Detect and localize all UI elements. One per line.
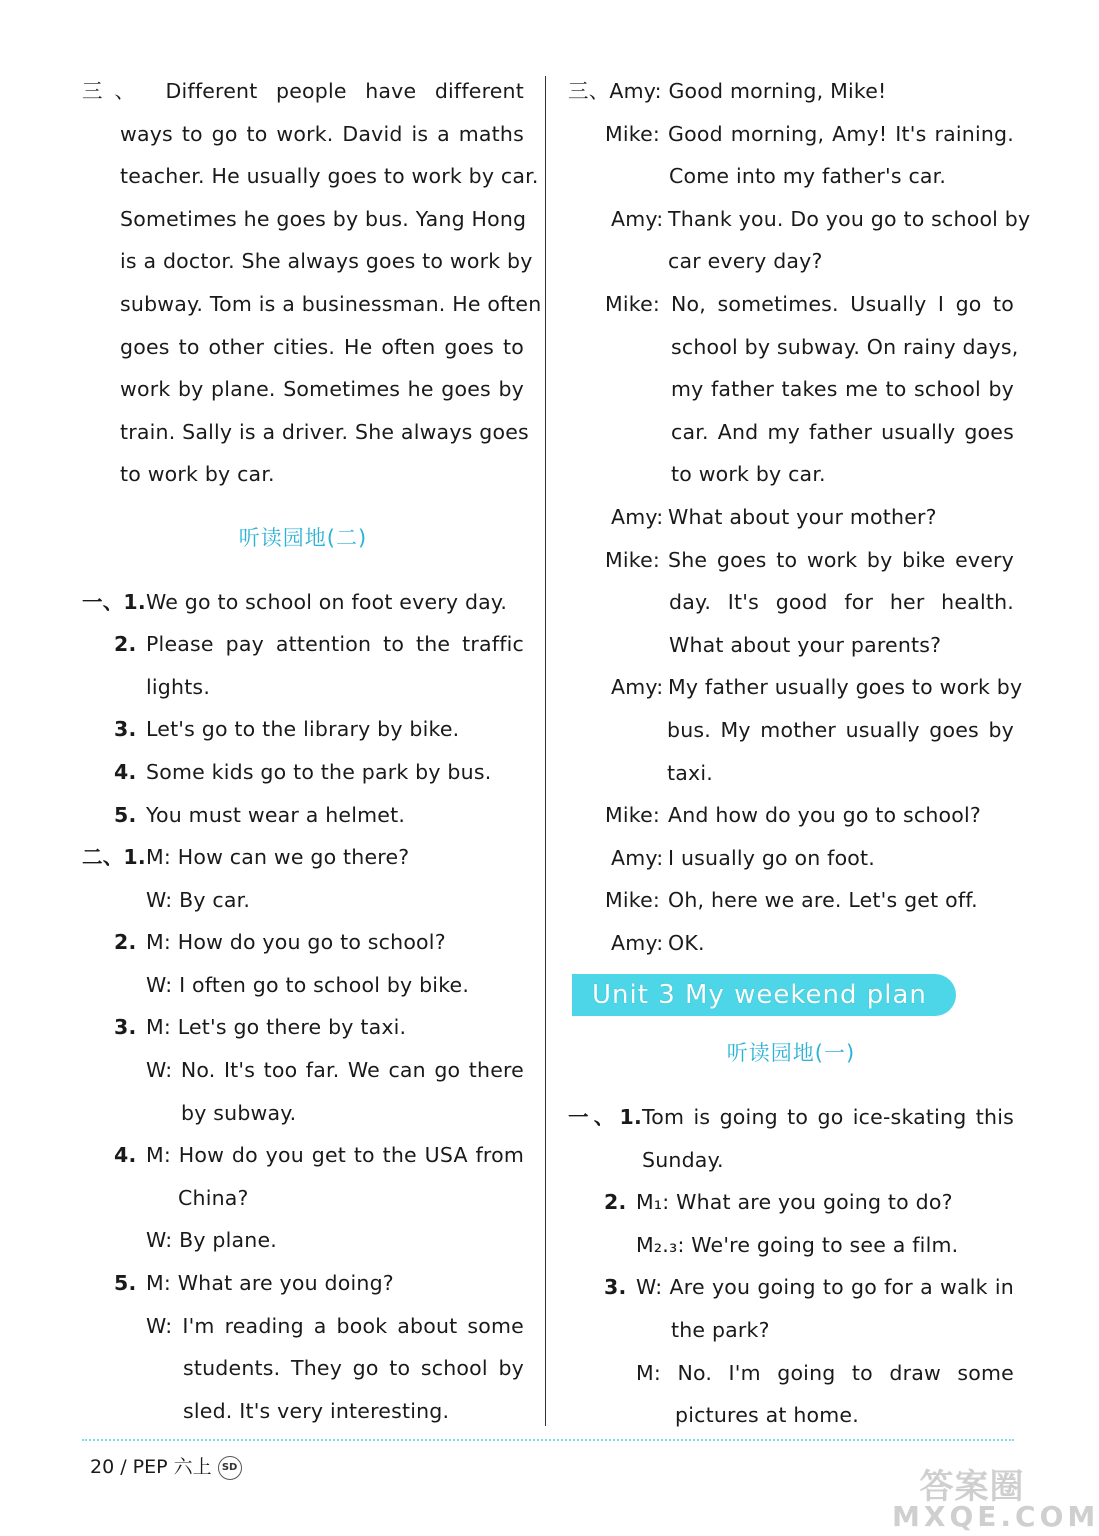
dialogue-line <box>568 155 1014 198</box>
passage-line: 三、 Different people have different <box>82 79 524 103</box>
utterance: Oh, here we are. Let's get off. <box>668 888 978 913</box>
utterance: I usually go on foot. <box>668 845 876 870</box>
utterance: Good morning, Mike! <box>668 79 887 103</box>
passage-line: to work by car. <box>120 462 275 487</box>
passage-line: work by plane. Sometimes he goes by <box>120 377 524 402</box>
dialogue-line <box>568 411 1014 454</box>
utterance: Good morning, Amy! It's raining. <box>668 121 1014 146</box>
list-item <box>568 1266 1014 1309</box>
item-text: Some kids go to the park by bus. <box>146 759 492 784</box>
speaker: Amy: <box>611 504 664 529</box>
dialogue-line <box>568 70 1014 113</box>
item-text: pictures at home. <box>675 1403 859 1428</box>
list-item <box>568 1309 1014 1352</box>
dialogue-line <box>568 837 1014 880</box>
item-number: 3. <box>114 717 137 742</box>
list-item <box>82 751 524 794</box>
item-number: 一、1. <box>568 1105 642 1130</box>
item-text: students. They go to school by <box>183 1356 524 1381</box>
passage-line: goes to other cities. He often goes to <box>120 334 524 359</box>
dialogue-line <box>568 283 1014 326</box>
list-item <box>568 1096 1014 1139</box>
list-item <box>568 1139 1014 1182</box>
item-number: 4. <box>114 1143 137 1168</box>
speaker: Mike: <box>605 803 661 828</box>
item-number: 4. <box>114 759 137 784</box>
item-text: China? <box>178 1185 249 1210</box>
list-item <box>82 708 524 751</box>
item-number: 3. <box>604 1275 627 1300</box>
speaker: Amy: <box>611 206 664 231</box>
list-item <box>82 1006 524 1049</box>
sd-badge-icon: SD <box>218 1456 242 1480</box>
item-text: M: No. I'm going to draw some <box>636 1360 1014 1385</box>
unit-banner: Unit 3 My weekend plan <box>572 974 956 1016</box>
list-item <box>82 879 524 922</box>
list-item <box>82 1347 524 1390</box>
right-column <box>568 70 1031 1437</box>
item-text: W: I'm reading a book about some <box>146 1313 524 1338</box>
item-text: lights. <box>146 674 211 699</box>
watermark <box>892 1467 1099 1533</box>
list-item <box>82 836 524 879</box>
dialogue-line <box>568 794 1014 837</box>
list-item <box>82 666 524 709</box>
utterance: bus. My mother usually goes by <box>667 717 1014 742</box>
list-item <box>568 1181 1014 1224</box>
item-text: sled. It's very interesting. <box>183 1398 450 1423</box>
dialogue-line <box>568 709 1014 752</box>
utterance: taxi. <box>667 760 713 785</box>
item-text: You must wear a helmet. <box>146 802 406 827</box>
utterance: What about your mother? <box>668 504 937 529</box>
dialogue-line <box>568 879 1014 922</box>
item-text: W: By plane. <box>146 1228 277 1253</box>
item-text: W: Are you going to go for a walk in <box>636 1275 1014 1300</box>
utterance: OK. <box>668 930 705 955</box>
passage-line: train. Sally is a driver. She always goes <box>120 419 529 444</box>
speaker: 三、Amy: <box>568 79 662 103</box>
page-footer <box>90 1452 242 1480</box>
speaker: Amy: <box>611 845 664 870</box>
utterance: My father usually goes to work by <box>668 675 1023 700</box>
item-number: 一、1. <box>82 589 146 614</box>
dialogue-line <box>568 581 1014 624</box>
utterance: No, sometimes. Usually I go to <box>671 291 1014 316</box>
passage-line: subway. Tom is a businessman. He often <box>120 291 542 316</box>
dialogue-line <box>568 113 1014 156</box>
list-item <box>82 964 524 1007</box>
item-text: by subway. <box>181 1100 297 1125</box>
list-item <box>82 921 524 964</box>
item-number: 2. <box>114 930 137 955</box>
utterance: car every day? <box>668 249 823 274</box>
item-text: Please pay attention to the traffic <box>146 632 524 657</box>
dialogue-line <box>568 453 1014 496</box>
dialogue-line <box>568 326 1019 369</box>
utterance: school by subway. On rainy days, <box>671 334 1019 359</box>
item-text: M: How can we go there? <box>146 845 410 870</box>
dialogue-line <box>568 368 1014 411</box>
item-text: W: By car. <box>146 887 251 912</box>
item-text: Sunday. <box>642 1147 724 1172</box>
dialogue-line <box>568 240 1014 283</box>
list-item <box>82 1262 524 1305</box>
unit3-part-1-list <box>568 1096 1014 1437</box>
item-text: M₂.₃: We're going to see a film. <box>636 1232 959 1257</box>
utterance: Thank you. Do you go to school by <box>668 206 1031 231</box>
dialogue-line <box>568 752 1014 795</box>
utterance: to work by car. <box>671 462 826 487</box>
speaker: Mike: <box>605 888 661 913</box>
item-text: the park? <box>671 1318 770 1343</box>
speaker: Mike: <box>605 291 661 316</box>
dialogue-line <box>568 539 1014 582</box>
item-text: M: What are you doing? <box>146 1271 394 1296</box>
item-text: M: How do you go to school? <box>146 930 446 955</box>
passage-line: is a doctor. She always goes to work by <box>120 249 533 274</box>
left-column <box>82 70 542 1432</box>
column-divider <box>545 76 546 1426</box>
item-text: M: Let's go there by taxi. <box>146 1015 407 1040</box>
list-item <box>82 623 524 666</box>
utterance: day. It's good for her health. <box>669 590 1014 615</box>
item-number: 2. <box>114 632 137 657</box>
list-item <box>82 1177 524 1220</box>
item-number: 2. <box>604 1190 627 1215</box>
dialogue-line <box>568 922 1014 965</box>
passage-line: Sometimes he goes by bus. Yang Hong <box>120 206 527 231</box>
part-1-list <box>82 581 524 837</box>
item-text: We go to school on foot every day. <box>146 589 508 614</box>
list-item <box>82 1390 524 1433</box>
item-text: M₁: What are you going to do? <box>636 1190 953 1215</box>
section-heading-listen-read-2: 听读园地(二) <box>238 525 368 550</box>
dialogue-line <box>568 496 1014 539</box>
list-item <box>82 1219 524 1262</box>
speaker: Mike: <box>605 547 661 572</box>
watermark-logo-text: 答案圈 <box>919 1467 1025 1507</box>
item-number: 5. <box>114 802 137 827</box>
dialogue-line <box>568 666 1023 709</box>
footer-rule <box>82 1439 1014 1441</box>
item-text: W: I often go to school by bike. <box>146 972 470 997</box>
section-3-dialogue <box>568 70 1031 964</box>
item-number: 5. <box>114 1271 137 1296</box>
list-item <box>568 1352 1014 1395</box>
list-item <box>568 1394 1014 1437</box>
speaker: Mike: <box>605 121 661 146</box>
list-item <box>82 581 524 624</box>
list-item <box>82 1134 524 1177</box>
utterance: car. And my father usually goes <box>671 419 1014 444</box>
list-item <box>568 1224 1014 1267</box>
section-heading-listen-read-1: 听读园地(一) <box>726 1041 856 1066</box>
item-text: Let's go to the library by bike. <box>146 717 460 742</box>
item-text: Tom is going to go ice-skating this <box>642 1105 1014 1130</box>
utterance: Come into my father's car. <box>669 164 947 189</box>
speaker: Amy: <box>611 930 664 955</box>
watermark-url: MXQE.COM <box>892 1500 1099 1533</box>
item-text: W: No. It's too far. We can go there <box>146 1058 524 1083</box>
list-item <box>82 1049 524 1092</box>
part-2-list <box>82 836 524 1432</box>
page-number: 20 / PEP 六上 <box>90 1456 212 1478</box>
item-text: M: How do you get to the USA from <box>146 1143 524 1168</box>
item-number: 二、1. <box>82 845 146 870</box>
utterance: And how do you go to school? <box>668 803 981 828</box>
section-3-passage <box>82 70 542 496</box>
utterance: my father takes me to school by <box>671 377 1014 402</box>
utterance: She goes to work by bike every <box>668 547 1014 572</box>
utterance: What about your parents? <box>669 632 942 657</box>
list-item <box>82 1092 524 1135</box>
item-number: 3. <box>114 1015 137 1040</box>
dialogue-line <box>568 198 1031 241</box>
dialogue-line <box>568 624 1014 667</box>
speaker: Amy: <box>611 675 664 700</box>
list-item <box>82 794 524 837</box>
passage-line: teacher. He usually goes to work by car. <box>120 164 539 189</box>
list-item <box>82 1305 524 1348</box>
passage-line: ways to go to work. David is a maths <box>120 121 524 146</box>
